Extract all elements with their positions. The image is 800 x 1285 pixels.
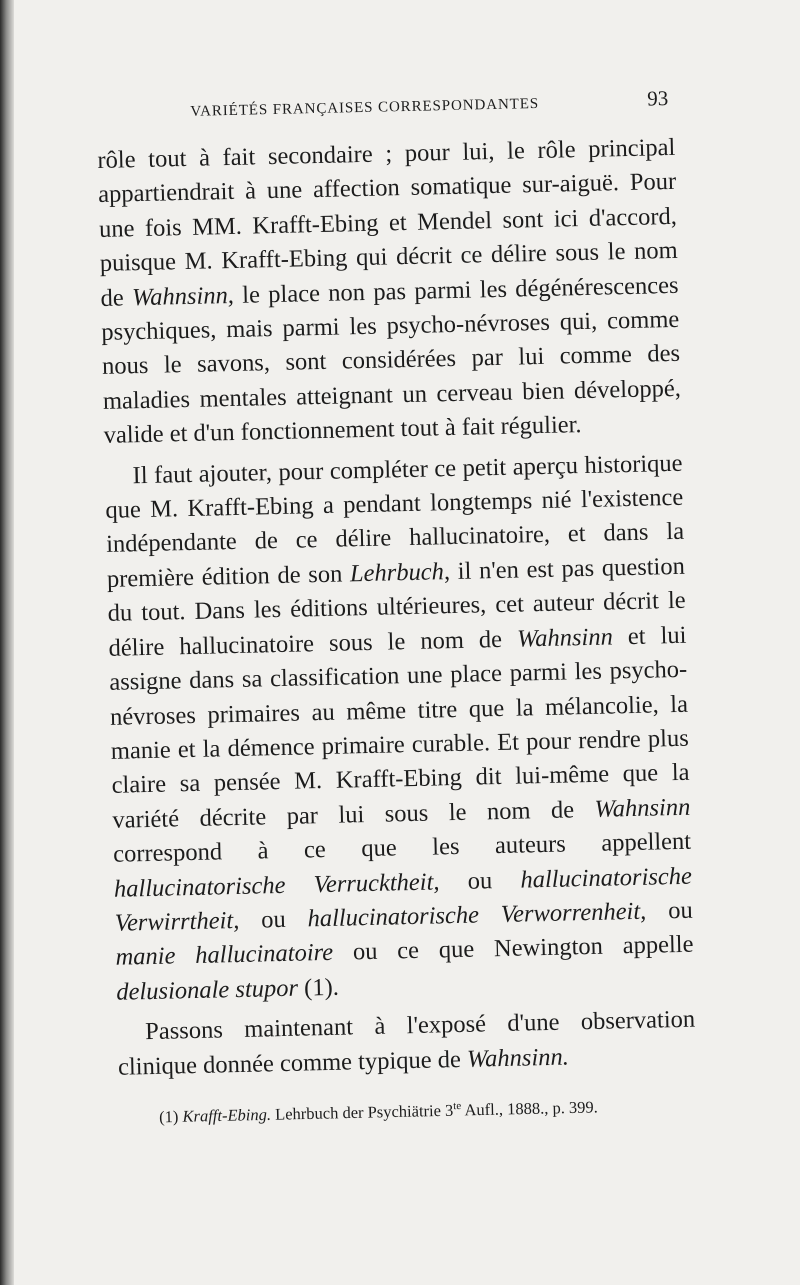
text-segment: correspond à ce que les auteurs appellent (112, 827, 692, 868)
text-segment: et lui assigne dans sa classification une place parmi les psycho-névroses primaires au même titre que la mélancolie, la manie et la démence primaire curable. Et pour rendre plus claire sa pensée M. Krafft-Ebing dit lui-même que la variété décrite par lui sous le nom de (109, 621, 690, 834)
footnote-author: Krafft-Ebing. (182, 1104, 272, 1126)
text-segment: ou ce que Newington appelle (332, 931, 694, 967)
italic-term: Wahnsinn (594, 793, 691, 823)
italic-term: hallucinatorische Verrucktheit, (113, 867, 440, 903)
italic-term: hallucinatorische Verworrenheit, (307, 897, 647, 933)
text-segment: , il n'en est pas question du tout. Dans les éditions ultérieures, cet auteur décrit le délire hallucinatoire sous le nom de (107, 552, 686, 662)
footnote (119, 1090, 697, 1130)
body-text (97, 131, 696, 1085)
text-segment: Passons maintenant à l'exposé d'une observation clinique donnée comme typique de (117, 1005, 696, 1081)
text-segment: le place non pas parmi les dégénérescences psychiques, mais parmi les psycho-névroses qui, comme nous le savons, sont considérées par lui comme des maladies mentales atteignant un cerveau bien développé, valide et d'un fonctionnement tout à fait régulier. (101, 271, 682, 450)
paragraph (104, 446, 694, 1009)
italic-term: Lehrbuch (349, 558, 445, 588)
text-segment: ou (238, 905, 308, 934)
italic-term: delusionale stupor (116, 974, 299, 1006)
book-page (96, 83, 699, 1196)
text-segment: rôle tout à fait secondaire ; pour lui, le rôle principal appartiendrait à une affection somatique sur-aiguë. Pour une fois MM. Krafft-Ebing et Mendel sont ici d'accord, puisque M. Krafft-Ebing qui décrit ce délire sous le nom de (97, 133, 678, 312)
running-title: VARIÉTÉS FRANÇAISES CORRESPONDANTES (190, 95, 540, 120)
footnote-marker: (1) (158, 1106, 179, 1127)
footnote-superscript: te (453, 1099, 462, 1113)
footnote-text: Lehrbuch der Psychiätrie 3 (274, 1100, 454, 1124)
footnote-text-end: Aufl., 1888., p. 399. (461, 1097, 599, 1120)
text-segment: ou (439, 866, 521, 895)
italic-term: Wahnsinn (516, 623, 614, 653)
text-segment: ou (645, 896, 693, 925)
italic-term: Wahnsinn. (466, 1043, 570, 1073)
paragraph (97, 131, 682, 454)
text-segment: Il faut ajouter, pour compléter ce petit aperçu historique que M. Krafft-Ebing a pendant longtemps nié l'existence indépendante de ce délire hallucinatoire, et dans la première édition de son (105, 449, 685, 593)
paragraph (117, 1003, 696, 1085)
italic-term: hallucinatorische Verwirrtheit, (114, 862, 693, 937)
italic-term: manie hallucinatoire (115, 939, 334, 972)
page-gutter-shadow (0, 0, 14, 1285)
running-head (96, 83, 675, 136)
italic-term: Wahnsinn, (131, 281, 235, 311)
text-segment: (1). (297, 973, 340, 1002)
page-number: 93 (646, 86, 669, 111)
